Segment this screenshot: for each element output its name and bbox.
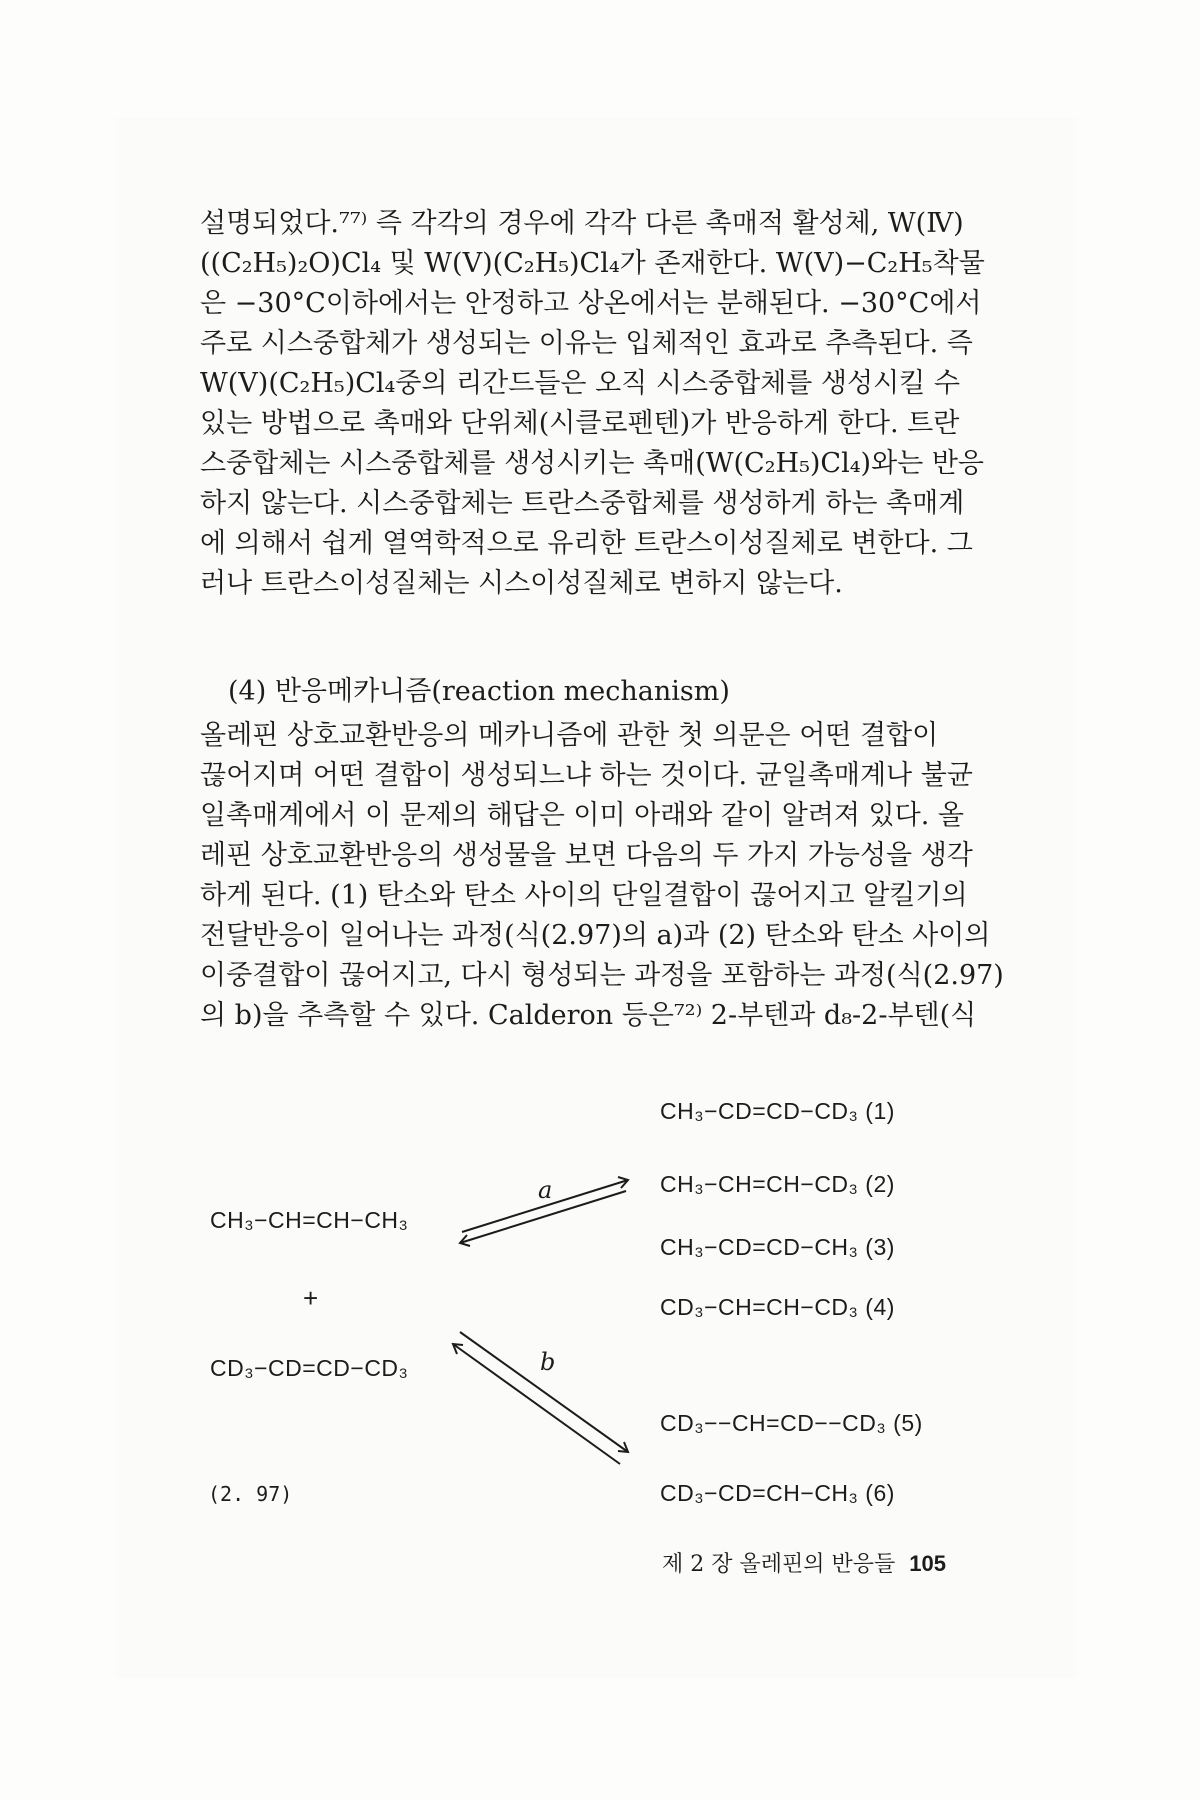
- text-line: 의 b)을 추측할 수 있다. Calderon 등은⁷²⁾ 2-부텐과 d₈-2-부텐(식: [200, 1000, 977, 1031]
- text-line: ((C₂H₅)₂O)Cl₄ 및 W(Ⅴ)(C₂H₅)Cl₄가 존재한다. W(Ⅴ)−C₂H₅착물: [200, 248, 985, 279]
- product-2: CH₃−CH=CH−CD₃ (2): [660, 1171, 895, 1197]
- text-line: 일촉매계에서 이 문제의 해답은 이미 아래와 같이 알려져 있다. 올: [200, 800, 964, 831]
- text-line: 하게 된다. (1) 탄소와 탄소 사이의 단일결합이 끊어지고 알킬기의: [200, 880, 968, 911]
- section-heading: (4) 반응메카니즘(reaction mechanism): [228, 676, 730, 707]
- text-line: 전달반응이 일어나는 과정(식(2.97)의 a)과 (2) 탄소와 탄소 사이의: [200, 920, 991, 951]
- product-6: CD₃−CD=CH−CH₃ (6): [660, 1480, 895, 1506]
- path-label-b: b: [540, 1348, 556, 1376]
- product-3: CH₃−CD=CD−CH₃ (3): [660, 1234, 895, 1260]
- chapter-title: 제 2 장 올레핀의 반응들: [662, 1552, 896, 1577]
- text-line: 스중합체는 시스중합체를 생성시키는 촉매(W(C₂H₅)Cl₄)와는 반응: [200, 448, 984, 479]
- text-line: 끊어지며 어떤 결합이 생성되느냐 하는 것이다. 균일촉매계나 불균: [200, 760, 973, 791]
- page-number: 105: [909, 1551, 946, 1576]
- page-footer: [662, 1547, 946, 1578]
- arrow-b-reverse: [453, 1344, 620, 1464]
- text-line: 에 의해서 쉽게 열역학적으로 유리한 트란스이성질체로 변한다. 그: [200, 528, 973, 559]
- equation-number: (2. 97): [208, 1482, 293, 1506]
- text-line: 있는 방법으로 촉매와 단위체(시클로펜텐)가 반응하게 한다. 트란: [200, 408, 960, 439]
- text-line: 이중결합이 끊어지고, 다시 형성되는 과정을 포함하는 과정(식(2.97): [200, 960, 1004, 991]
- reactant-butene: CH₃−CH=CH−CH₃: [210, 1207, 409, 1233]
- text-line: 러나 트란스이성질체는 시스이성질체로 변하지 않는다.: [200, 568, 843, 599]
- text-line: 설명되었다.⁷⁷⁾ 즉 각각의 경우에 각각 다른 촉매적 활성체, W(Ⅳ): [200, 208, 964, 239]
- text-line: 은 −30°C이하에서는 안정하고 상온에서는 분해된다. −30°C에서: [200, 288, 982, 319]
- text-line: W(Ⅴ)(C₂H₅)Cl₄중의 리간드들은 오직 시스중합체를 생성시킬 수: [200, 368, 960, 399]
- text-line: 올레핀 상호교환반응의 메카니즘에 관한 첫 의문은 어떤 결합이: [200, 720, 939, 751]
- text-line: 하지 않는다. 시스중합체는 트란스중합체를 생성하게 하는 촉매계: [200, 488, 965, 519]
- product-5: CD₃−−CH=CD−−CD₃ (5): [660, 1410, 923, 1436]
- path-label-a: a: [538, 1176, 553, 1204]
- plus-sign: +: [303, 1283, 319, 1313]
- text-line: 레핀 상호교환반응의 생성물을 보면 다음의 두 가지 가능성을 생각: [200, 840, 973, 871]
- product-4: CD₃−CH=CH−CD₃ (4): [660, 1294, 895, 1320]
- product-1: CH₃−CD=CD−CD₃ (1): [660, 1098, 895, 1124]
- text-line: 주로 시스중합체가 생성되는 이유는 입체적인 효과로 추측된다. 즉: [200, 328, 973, 359]
- reactant-d8-butene: CD₃−CD=CD−CD₃: [210, 1355, 409, 1381]
